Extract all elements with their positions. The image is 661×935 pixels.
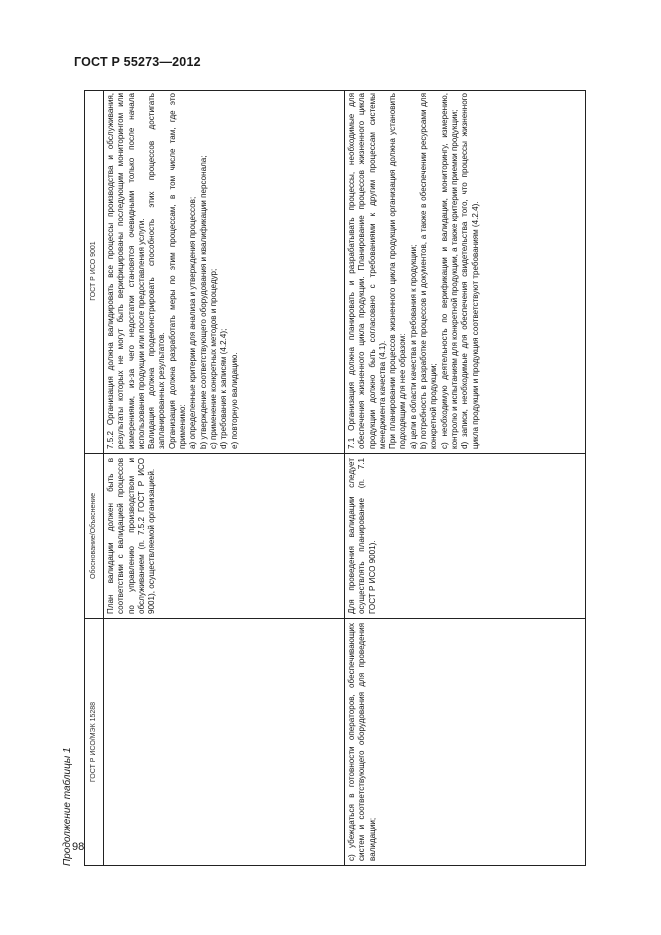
comparison-table — [84, 90, 586, 866]
table-continuation-caption: Продолжение таблицы 1 — [62, 747, 73, 866]
row1-iso9001-list-item: b) утверждение соответствующего оборудования и квалификации персонала; — [198, 155, 208, 449]
row2-justification-cell — [345, 454, 585, 618]
row2-iso9001-paragraph: При планировании процессов жизненного цикла продукции организация должна установить подходящим для нее образом: — [388, 93, 408, 449]
row1-iso9001-list-item: e) повторную валидацию. — [229, 352, 239, 449]
row2-iso9001-list-item: c) необходимую деятельность по верификации и валидации, мониторингу, измерению, контролю и испытаниям для конкретной продукции, а также критерии приемки продукции; — [439, 93, 459, 449]
row1-iso9001-list-item: d) требования к записям (4.2.4); — [219, 328, 229, 449]
row1-iso9001-paragraph: 7.5.2 Организация должна валидировать все процессы производства и обслуживания, результаты которых не могут быть верифицированы последующим мониторингом или измерениями, из-за чего недостатки становятся очевидными только после начала использования продукции или после предоставления услуги. — [106, 93, 146, 449]
row1-justification-text: План валидации должен быть в соответствии с валидацией процессов по управлению производством и обслуживанием (п. 7.5.2 ГОСТ Р ИСО 9001), осуществляемой организацией. — [106, 458, 157, 614]
row1-iso9001-list-item: a) определенные критерии для анализа и утверждения процессов; — [188, 196, 198, 449]
document-code: ГОСТ Р 55273—2012 — [74, 55, 201, 69]
rotated-table-block — [59, 90, 586, 866]
row1-iso9001-paragraph: Валидация должна продемонстрировать способность этих процессов достигать запланированных результатов. — [147, 93, 167, 449]
row2-iso9001-paragraph: 7.1 Организация должна планировать и разрабатывать процессы, необходимые для обеспечения жизненного цикла продукции. Планирование процессов жизненного цикла продукции должно быть согласовано с требованиями к другим процессам системы менеджмента качества (4.1). — [347, 93, 387, 449]
row1-iso15288-cell — [104, 619, 344, 865]
row2-justification-text: Для проведения валидации следует осуществлять планирование (п. 7.1 ГОСТ Р ИСО 9001). — [347, 458, 377, 614]
row2-iso9001-list-item: b) потребность в разработке процессов и документов, а также в обеспечении ресурсами для конкретной продукции; — [419, 93, 439, 449]
row1-iso9001-paragraph: Организация должна разработать меры по этим процессам, в том числе там, где это применимо: — [167, 93, 188, 449]
page-number: 98 — [72, 841, 85, 853]
row2-iso15288-cell — [345, 619, 585, 865]
row2-iso9001-list-item: a) цели в области качества и требования к продукции; — [408, 244, 418, 449]
row1-iso9001-list-item: c) применение конкретных методов и процедур; — [208, 268, 218, 449]
row1-justification-cell — [104, 454, 344, 618]
header-gost-iso-iec-15288: ГОСТ Р ИСО/МЭК 15288 — [90, 701, 97, 783]
header-gost-iso-9001: ГОСТ Р ИСО 9001 — [90, 241, 97, 301]
row2-iso15288-text: c) убеждаться в готовности операторов, обеспечивающих систем и соответствующего оборудования для проведения валидации; — [347, 623, 377, 861]
row2-iso9001-cell — [345, 89, 585, 453]
row1-iso9001-cell — [104, 89, 344, 453]
row2-iso9001-list-item: d) записи, необходимые для обеспечения свидетельства того, что процессы жизненного цикла продукции и продукция соответствуют требованиям (4.2.4). — [460, 93, 480, 449]
header-justification: Обоснование/Объяснение — [90, 492, 97, 580]
